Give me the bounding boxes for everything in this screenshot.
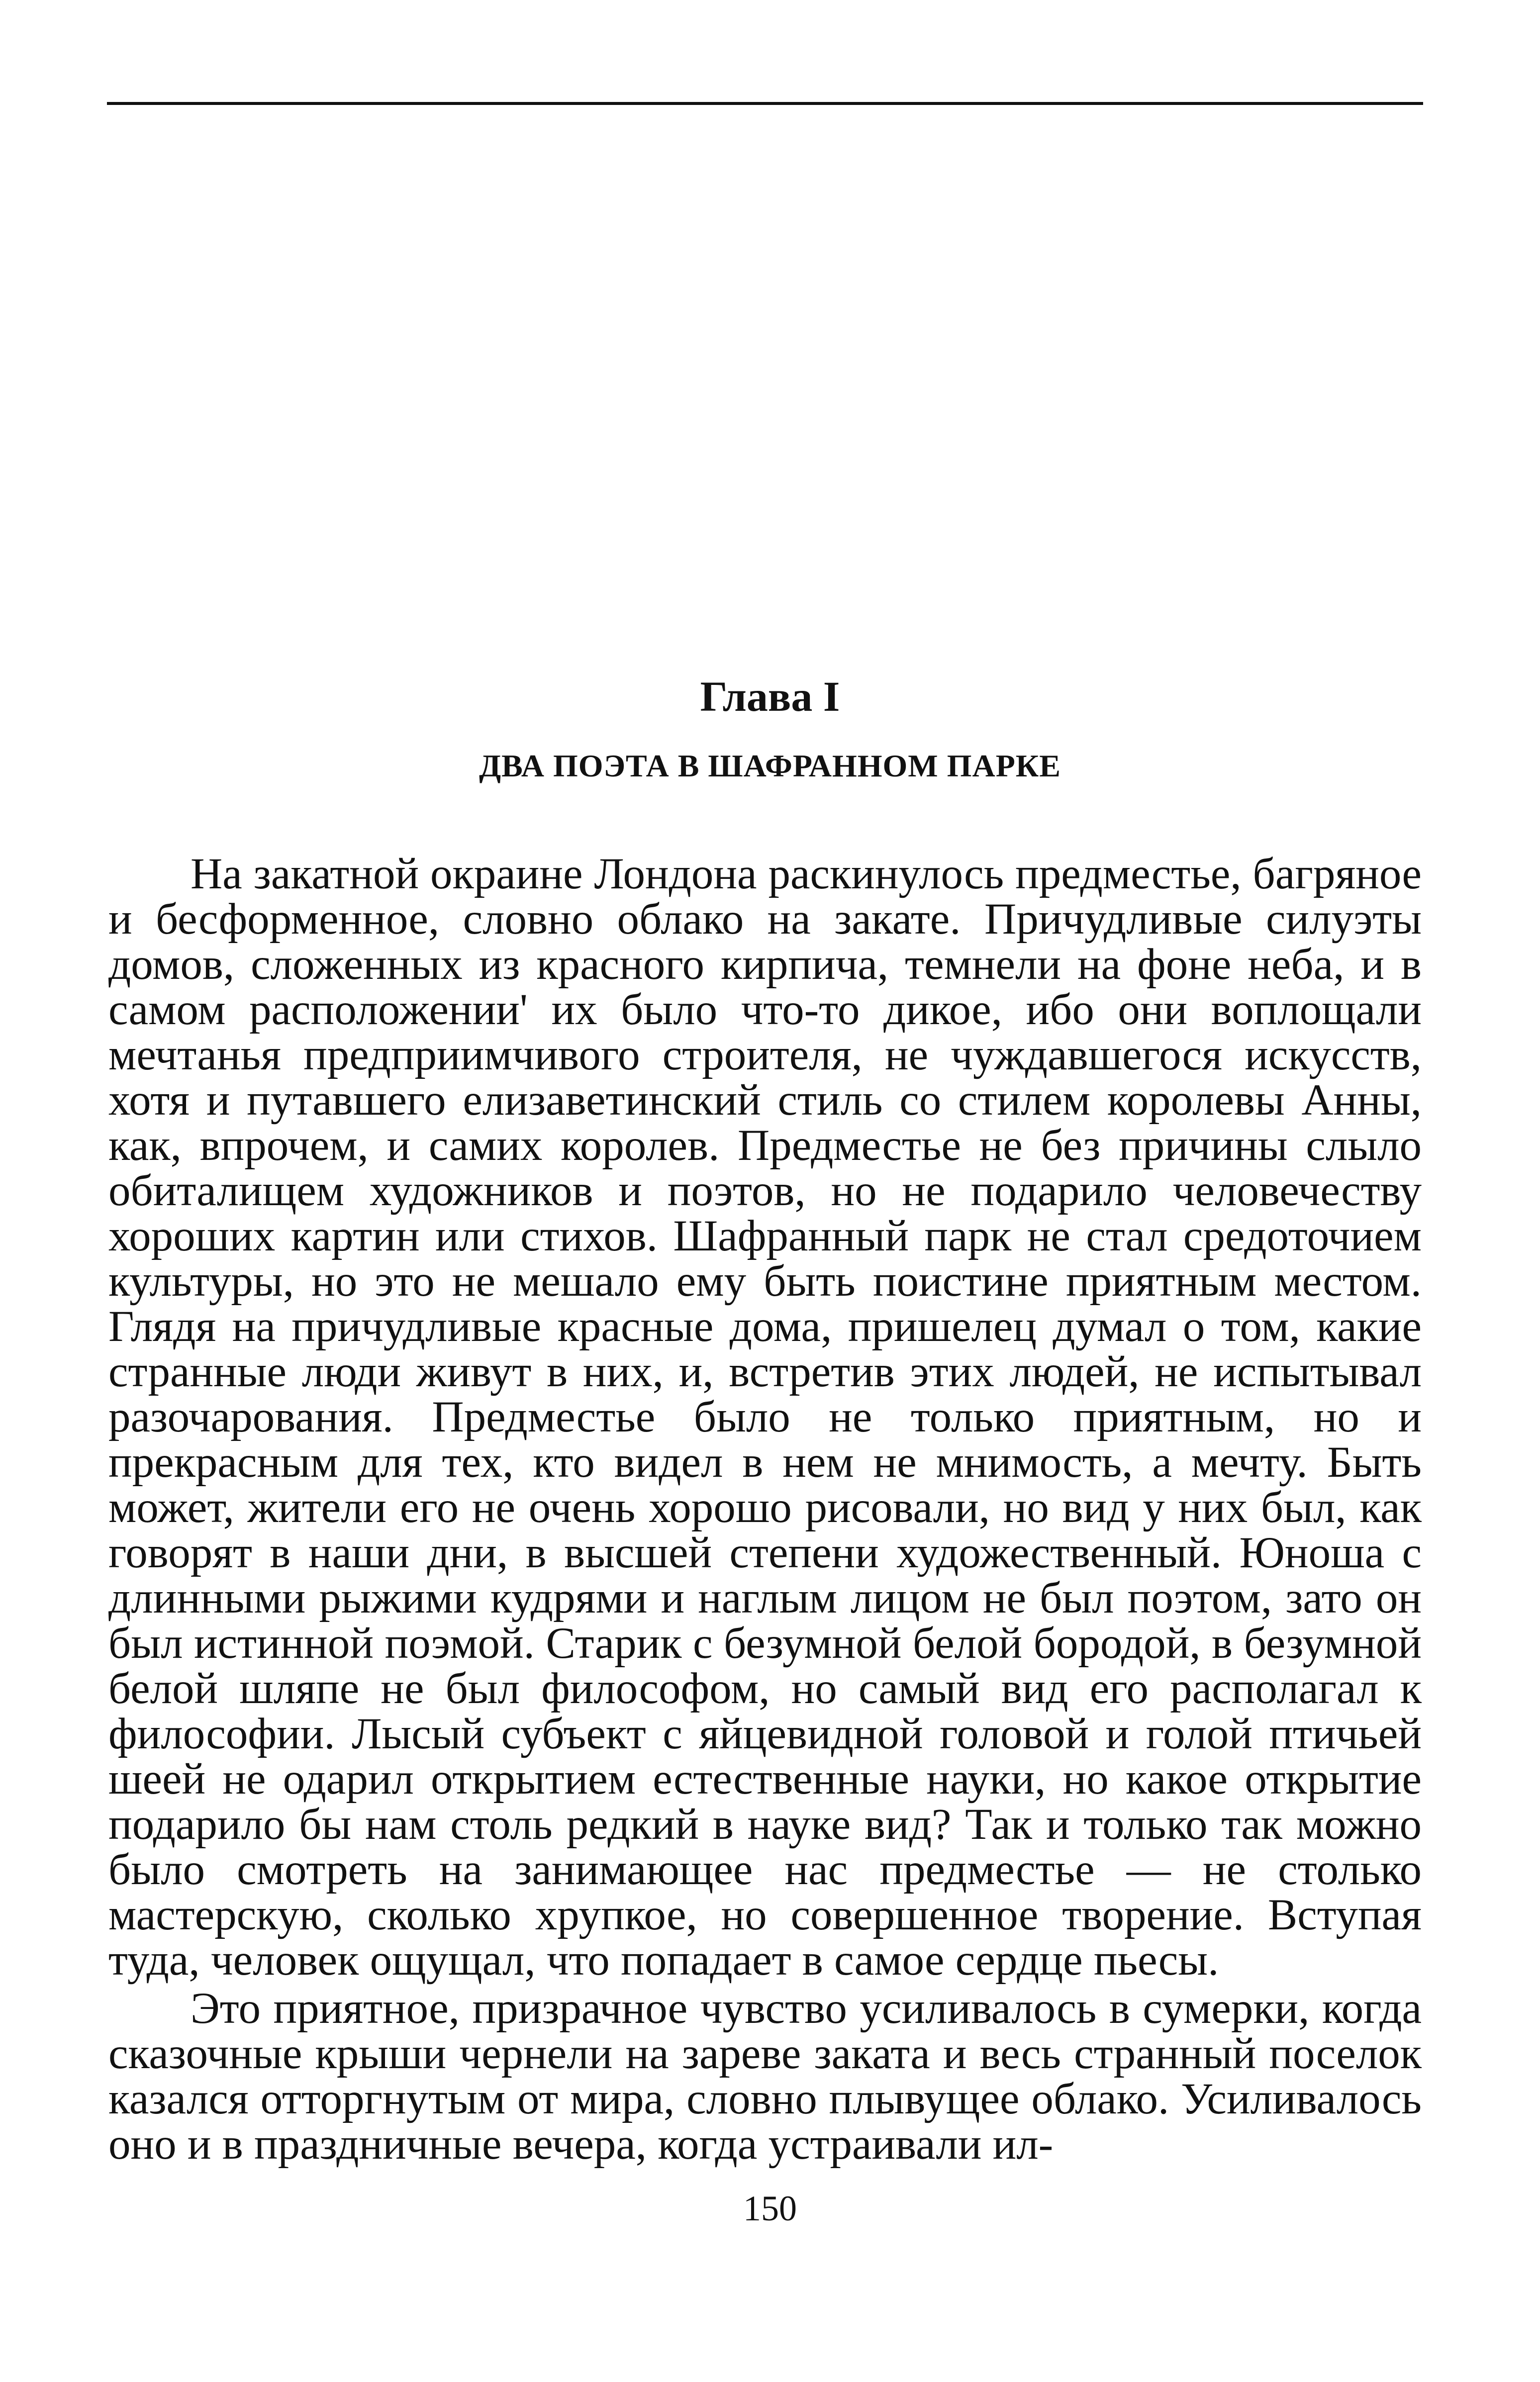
- page-number: 150: [743, 2189, 797, 2228]
- body-text: [108, 852, 1422, 2167]
- chapter-heading: Глава I: [700, 672, 840, 720]
- top-rule-divider: [107, 102, 1423, 105]
- paragraph-2: Это приятное, призрачное чувство усиливалось в сумерки, когда сказочные крыши чернели на зареве заката и весь странный поселок казался отторгнутым от мира, словно плывущее облако. Усиливалось оно и в праздничные вечера, когда устраивали ил-: [108, 1984, 1422, 2169]
- paragraph-1: На закатной окраине Лондона раскинулось предместье, багряное и бесформенное, словно облако на закате. Причудливые силуэты домов, сложенных из красного кирпича, темнели на фоне неба, и в самом расположении' их было что-то дикое, ибо они воплощали мечтанья предприимчивого строителя, не чуждавшегося искусств, хотя и путавшего елизаветинский стиль со стилем королевы Анны, как, впрочем, и самих королев. Предместье не без причины слыло обиталищем художников и поэтов, но не подарило человечеству хороших картин или стихов. Шафранный парк не стал средоточием культуры, но это не мешало ему быть поистине приятным местом. Глядя на причудливые красные дома, пришелец думал о том, какие странные люди живут в них, и, встретив этих людей, не испытывал разочарования. Предместье было не только приятным, но и прекрасным для тех, кто видел в нем не мнимость, а мечту. Быть может, жители его не очень хорошо рисовали, но вид у них был, как говорят в наши дни, в высшей степени художественный. Юноша с длинными рыжими кудрями и наглым лицом не был поэтом, зато он был истинной поэмой. Старик с безумной белой бородой, в безумной белой шляпе не был философом, но самый вид его располагал к философии. Лысый субъект с яйцевидной головой и голой птичьей шеей не одарил открытием естественные науки, но какое открытие подарило бы нам столь редкий в науке вид? Так и только так можно было смотреть на занимающее нас предместье — не столько мастерскую, сколько хрупкое, но совершенное творение. Вступая туда, человек ощущал, что попадает в самое сердце пьесы.: [108, 850, 1422, 1985]
- chapter-title: ДВА ПОЭТА В ШАФРАННОМ ПАРКЕ: [479, 748, 1061, 783]
